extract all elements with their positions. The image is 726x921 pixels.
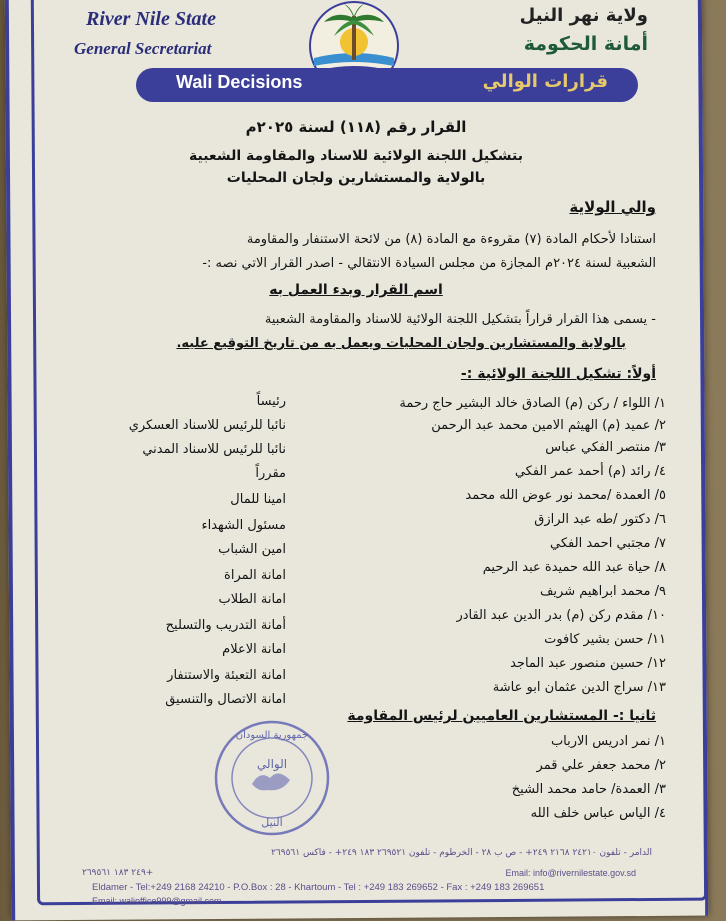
member-name: ١/ اللواء / ركن (م) الصادق خالد البشير حاج رحمة	[399, 396, 666, 411]
member-role: امانة الطلاب	[218, 592, 286, 607]
stamp-middle-text: الوالي	[256, 757, 288, 771]
section-advisors-heading: ثانيا :- المستشارين العاميين لرئيس المقاومة	[347, 708, 656, 724]
preamble-line-2: الشعبية لسنة ٢٠٢٤م المجازة من مجلس السيادة الانتقالي - اصدر القرار الاتي نصه :-	[202, 256, 656, 271]
member-role: نائبا للرئيس للاسناد العسكري	[128, 418, 286, 433]
state-name-en: River Nile State	[86, 8, 216, 30]
member-name: ١٢/ حسين منصور عبد الماجد	[510, 656, 666, 671]
member-name: ٤/ رائد (م) أحمد عمر الفكي	[514, 464, 666, 479]
member-name: ١١/ حسن بشير كافوت	[544, 632, 666, 647]
footer-address-en: Eldamer - Tel:+249 2168 24210 - P.O.Box : 28 - Khartoum - Tel : +249 183 269652 - Fax : +249 183 269651	[92, 882, 545, 893]
clause-line-2: بالولاية والمستشارين ولجان المحليات ويعمل به من تاريخ التوقيع عليه.	[176, 336, 626, 351]
member-name: ١٠/ مقدم ركن (م) بدر الدين عبد القادر	[456, 608, 666, 623]
secretariat-name-ar: أمانة الحكومة	[523, 33, 648, 55]
member-name: ٥/ العمدة /محمد نور عوض الله محمد	[465, 488, 666, 503]
footer-fax-ar: +٢٤٩ ١٨٣ ٢٦٩٥٦١	[82, 868, 154, 878]
member-role: مسئول الشهداء	[201, 518, 286, 533]
decision-number: القرار رقم (١١٨) لسنة ٢٠٢٥م	[245, 118, 467, 136]
member-role: أمانة التدريب والتسليح	[165, 618, 286, 633]
member-name: ١٣/ سراج الدين عثمان ابو عاشة	[492, 680, 666, 695]
secretariat-name-en: General Secretariat	[74, 39, 212, 58]
decision-subject-2: بالولاية والمستشارين ولجان المحليات	[226, 170, 486, 186]
member-role: امانة الاعلام	[222, 642, 286, 657]
member-role: امانة الاتصال والتنسيق	[165, 692, 286, 707]
member-name: ٧/ مجتبي احمد الفكي	[550, 536, 666, 551]
footer-address-ar: الدامر - تلفون ٢٤٢١٠ ٢١٦٨ ٢٤٩+ - ص ب ٢٨ - الخرطوم - تلفون ٢٦٩٥٢١ ١٨٣ ٢٤٩+ - فاكس ٢٦٩٥٦١	[271, 848, 652, 858]
decision-subject-1: بتشكيل اللجنة الولائية للاسناد والمقاومة الشعبية	[189, 148, 523, 164]
advisor-name: ١/ نمر ادريس الارباب	[550, 734, 666, 749]
stamp-bottom-text: النيل	[261, 816, 283, 829]
letterhead-footer	[46, 846, 666, 906]
member-name: ٨/ حياة عبد الله حميدة عبد الرحيم	[482, 560, 666, 575]
member-role: امين الشباب	[218, 542, 286, 557]
member-role: امانة المراة	[224, 568, 286, 583]
preamble-line-1: استنادا لأحكام المادة (٧) مقروءة مع المادة (٨) من لائحة الاستنفار والمقاومة	[246, 232, 656, 247]
member-role: نائبا للرئيس للاسناد المدني	[142, 442, 286, 457]
band-title-ar: قرارات الوالي	[482, 71, 608, 92]
advisor-name: ٢/ محمد جعفر علي قمر	[536, 758, 666, 773]
clause-line-1: - يسمى هذا القرار قراراً بتشكيل اللجنة الولائية للاسناد والمقاومة الشعبية	[264, 312, 656, 327]
member-name: ٢/ عميد (م) الهيثم الامين محمد عبد الرحمن	[431, 418, 666, 433]
official-stamp-icon	[212, 718, 332, 838]
advisor-name: ٤/ الياس عباس خلف الله	[530, 806, 666, 821]
decision-body	[46, 112, 666, 832]
band-title-en: Wali Decisions	[176, 72, 303, 92]
member-name: ٣/ منتصر الفكي عباس	[545, 440, 666, 455]
section-committee-heading: أولاً: تشكيل اللجنة الولائية :-	[460, 366, 656, 382]
member-name: ٦/ دكتور /طه عبد الرازق	[534, 512, 666, 527]
footer-email-left[interactable]: Email: walioffice999@gmail.com	[92, 896, 222, 906]
wali-heading: والي الولاية	[569, 198, 656, 216]
title-heading: اسم القرار وبدء العمل به	[269, 282, 443, 298]
member-role: مقرراً	[255, 466, 286, 481]
member-name: ٩/ محمد ابراهيم شريف	[539, 584, 666, 599]
member-role: رئيساً	[256, 394, 286, 409]
member-role: امينا للمال	[230, 492, 286, 507]
advisor-name: ٣/ العمدة/ حامد محمد الشيخ	[511, 782, 666, 797]
stamp-top-text: جمهورية السودان	[235, 730, 309, 741]
letterhead	[0, 0, 726, 110]
state-name-ar: ولاية نهر النيل	[519, 5, 648, 26]
footer-email-right[interactable]: Email: info@rivernilestate.gov.sd	[505, 868, 636, 878]
member-role: امانة التعبئة والاستنفار	[167, 668, 286, 683]
